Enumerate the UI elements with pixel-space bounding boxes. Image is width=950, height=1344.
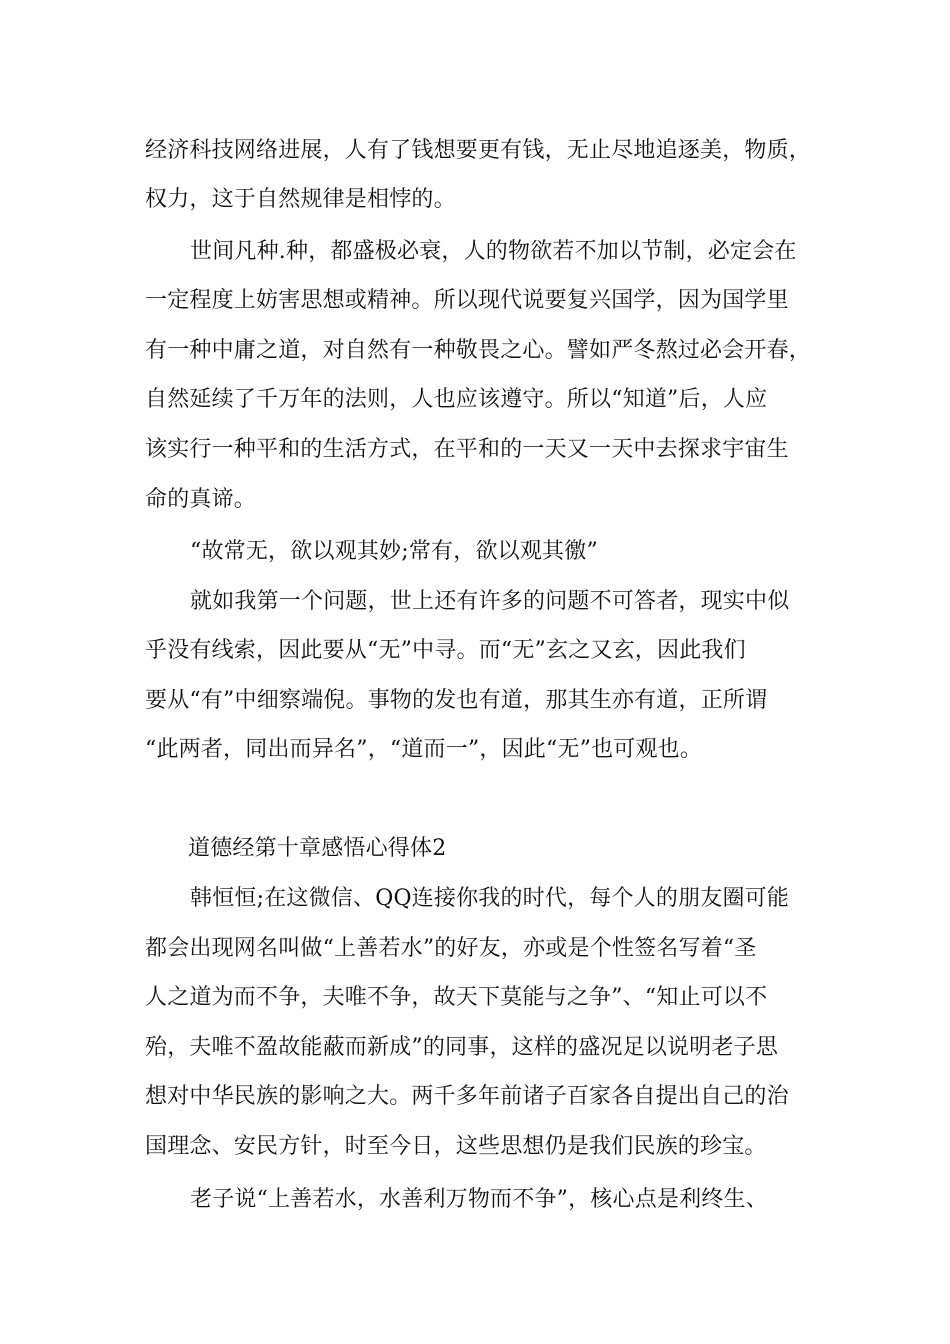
paragraph-line: 一定程度上妨害思想或精神。所以现代说要复兴国学，因为国学里 <box>145 288 789 313</box>
paragraph-line: 韩恒恒;在这微信、QQ连接你我的时代，每个人的朋友圈可能 <box>190 886 790 911</box>
paragraph-line: “此两者，同出而异名”，“道而一”，因此“无”也可观也。 <box>145 737 703 762</box>
paragraph-line: 世间凡种.种，都盛极必衰，人的物欲若不加以节制，必定会在 <box>190 239 797 264</box>
paragraph-line: 命的真谛。 <box>145 487 257 512</box>
paragraph-line: 权力，这于自然规律是相悖的。 <box>145 187 456 212</box>
paragraph-line: 有一种中庸之道，对自然有一种敬畏之心。譬如严冬熬过必会开春， <box>145 338 812 363</box>
paragraph-line: 人之道为而不争，夫唯不争，故天下莫能与之争”、“知止可以不 <box>145 985 768 1010</box>
paragraph-line: 想对中华民族的影响之大。两千多年前诸子百家各自提出自己的治 <box>145 1084 789 1109</box>
paragraph-line: 该实行一种平和的生活方式，在平和的一天又一天中去探求宇宙生 <box>145 437 789 462</box>
section-title: 道德经第十章感悟心得体2 <box>188 836 447 861</box>
paragraph-line: 乎没有线索，因此要从“无”中寻。而“无”玄之又玄，因此我们 <box>145 638 746 663</box>
paragraph-line: 都会出现网名叫做“上善若水”的好友，亦或是个性签名写着“圣 <box>145 936 757 961</box>
paragraph-line: 自然延续了千万年的法则，人也应该遵守。所以“知道”后，人应 <box>145 387 768 412</box>
paragraph-line: 殆，夫唯不盈故能蔽而新成”的同事，这样的盛况足以说明老子思 <box>145 1035 779 1060</box>
paragraph-line: 老子说“上善若水，水善利万物而不争”，核心点是利终生、 <box>190 1187 768 1212</box>
paragraph-line: 国理念、安民方针，时至今日，这些思想仍是我们民族的珍宝。 <box>145 1134 767 1159</box>
paragraph-line: 要从“有”中细察端倪。事物的发也有道，那其生亦有道，正所谓 <box>145 688 768 713</box>
paragraph-line: 经济科技网络进展，人有了钱想要更有钱，无止尽地追逐美，物质， <box>145 138 812 163</box>
paragraph-line: 就如我第一个问题，世上还有许多的问题不可答者，现实中似 <box>190 589 790 614</box>
quote-line: “故常无，欲以观其妙;常有，欲以观其徼” <box>190 539 598 564</box>
